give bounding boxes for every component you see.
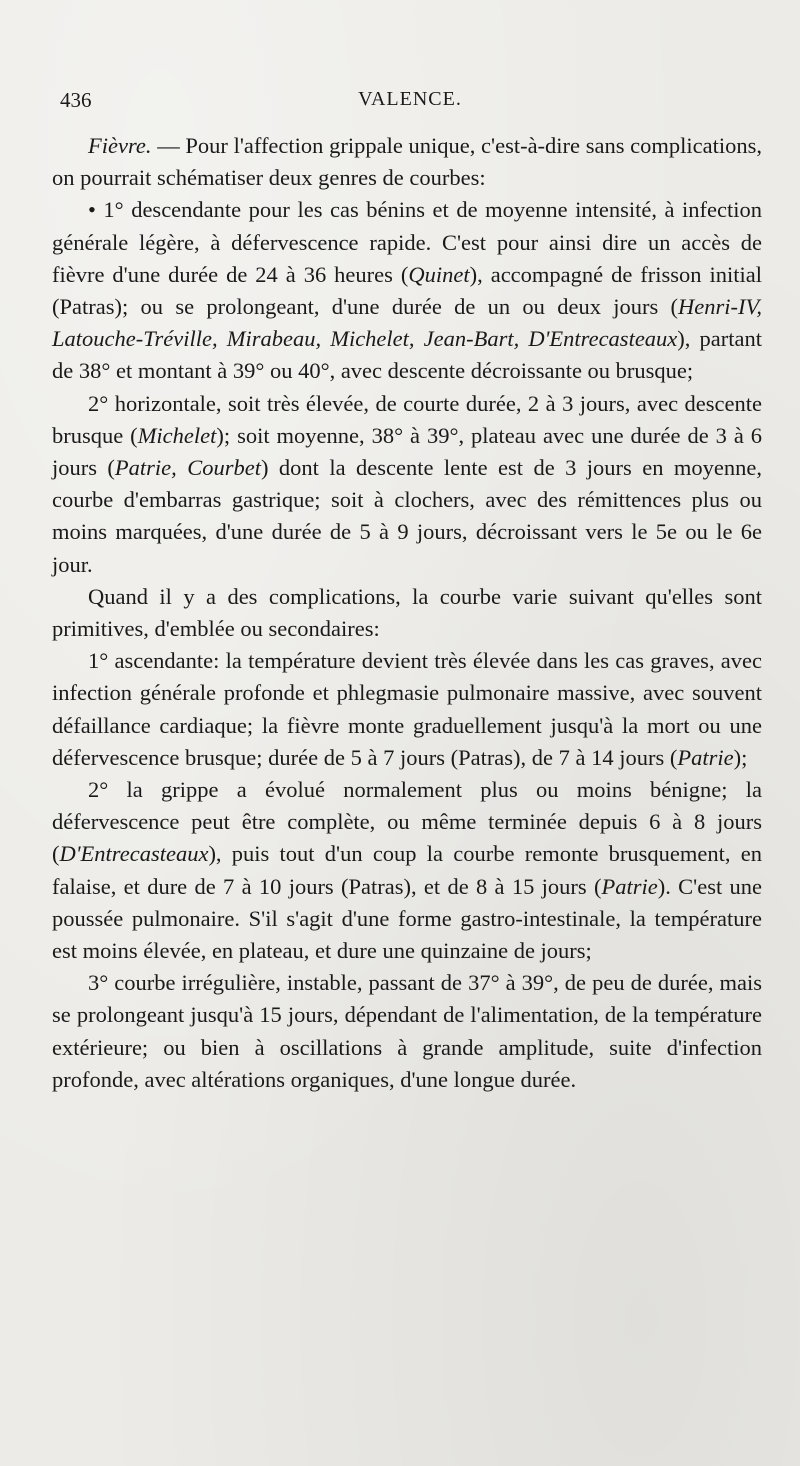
italic-text: D'Entrecasteaux xyxy=(59,841,209,867)
text-run: ), accompagné de frisson initial (Patras); ou se prolongeant, d'une durée de un ou deux jours ( xyxy=(52,261,763,320)
text-run: • 1° descendante pour les cas bénins et de moyenne intensité, à infection générale légère, à défervescence rapide. C'est pour ainsi dire un accès de fièvre d'une durée de 24 à 36 heures ( xyxy=(52,197,762,287)
text-run: ); xyxy=(733,744,748,770)
paragraph-1 xyxy=(52,130,762,194)
text-run: ) dont la descente lente est de 3 jours en moyenne, courbe d'embarras gastrique; soit à clochers, avec des rémittences plus ou moins marquées, d'une durée de 5 à 9 jours, décroissant vers le 5e ou le 6e jour. xyxy=(52,455,762,577)
text-run: ); soit moyenne, 38° à 39°, plateau avec une durée de 3 à 6 jours ( xyxy=(52,422,763,481)
italic-text: Henri-IV, Latouche-Tréville, Mirabeau, Michelet, Jean-Bart, D'Entrecasteaux xyxy=(52,294,762,352)
paragraph-5 xyxy=(52,645,762,774)
text-run: 3° courbe irrégulière, instable, passant de 37° à 39°, de peu de durée, mais se prolongeant jusqu'à 15 jours, dépendant de l'alimentation, de la température extérieure; ou bien à oscillations à grande amplitude, suite d'infection profonde, avec altérations organiques, d'une longue durée. xyxy=(52,970,762,1092)
italic-text: Quinet xyxy=(408,261,470,287)
text-run: 1° ascendante: la température devient très élevée dans les cas graves, avec infection générale profonde et phlegmasie pulmonaire massive, avec souvent défaillance cardiaque; la fièvre monte graduellement jusqu'à la mort ou une défervescence brusque; durée de 5 à 7 jours (Patras), de 7 à 14 jours ( xyxy=(52,648,762,770)
text-run: Quand il y a des complications, la courbe varie suivant qu'elles sont primitives, d'emblée ou secondaires: xyxy=(52,583,762,642)
running-title: VALENCE. xyxy=(358,88,462,110)
page-number: 436 xyxy=(60,88,92,112)
text-run: ), puis tout d'un coup la courbe remonte brusquement, en falaise, et dure de 7 à 10 jours (Patras), et de 8 à 15 jours ( xyxy=(52,841,762,899)
italic-text: Patrie, Courbet xyxy=(114,455,261,481)
italic-text: Patrie xyxy=(677,744,734,770)
paragraph-2 xyxy=(52,194,762,387)
running-head xyxy=(60,88,760,118)
italic-text: Patrie xyxy=(601,873,658,899)
text-run: 2° horizontale, soit très élevée, de courte durée, 2 à 3 jours, avec descente brusque ( xyxy=(52,390,762,448)
text-run: ). C'est une poussée pulmonaire. S'il s'agit d'une forme gastro-intestinale, la température est moins élevée, en plateau, et dure une quinzaine de jours; xyxy=(52,873,762,964)
italic-text: Michelet xyxy=(137,422,217,448)
body-text xyxy=(52,130,762,1096)
text-run: 2° la grippe a évolué normalement plus ou moins bénigne; la défervescence peut être complète, ou même terminée depuis 6 à 8 jours ( xyxy=(52,777,762,867)
paragraph-3 xyxy=(52,388,762,581)
text-run: — Pour l'affection grippale unique, c'est-à-dire sans complications, on pourrait schématiser deux genres de courbes: xyxy=(52,133,762,191)
text-run: ), partant de 38° et montant à 39° ou 40°, avec descente décroissante ou brusque; xyxy=(52,326,763,384)
italic-text: Fièvre. xyxy=(88,133,152,158)
paragraph-6 xyxy=(52,774,762,967)
paragraph-7 xyxy=(52,967,762,1096)
paragraph-4 xyxy=(52,581,762,645)
